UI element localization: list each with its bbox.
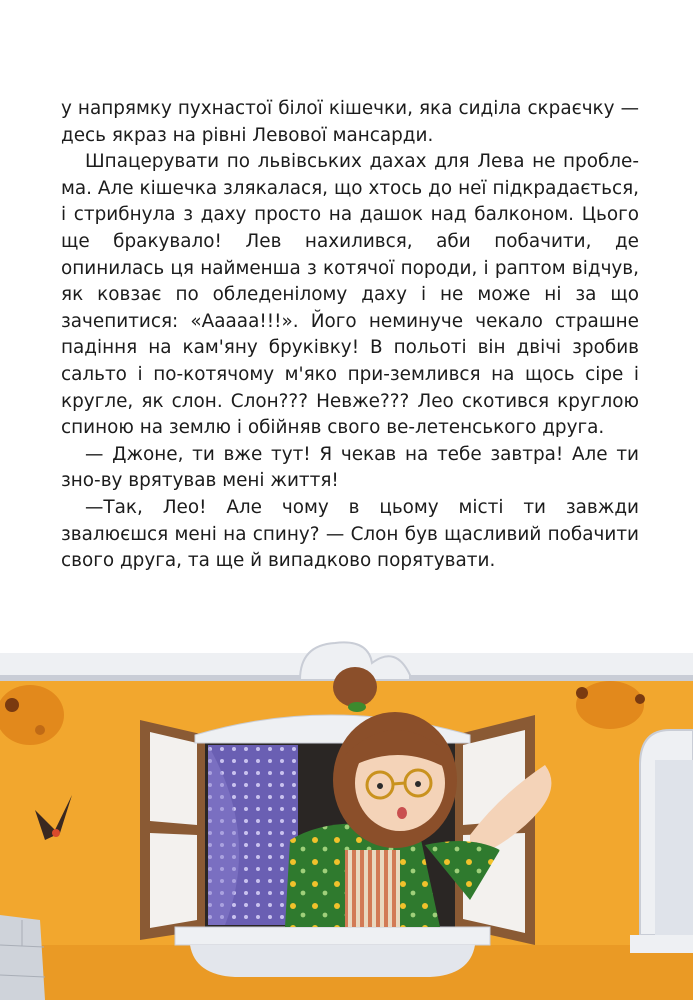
paragraph-1: у напрямку пухнастої білої кішечки, яка сиділа скраєчку — десь якраз на рівні Левової мансарди. (61, 98, 639, 146)
window-illustration (0, 635, 693, 1000)
paragraph-3: — Джоне, ти вже тут! Я чекав на тебе завтра! Але ти зно-ву врятував мені життя! (61, 443, 639, 492)
paragraph-4: —Так, Лео! Але чому в цьому місті ти завжди звалюєшся мені на спину? — Слон був щасливий побачити свого друга, та ще й випадково порятувати. (61, 496, 639, 572)
right-window (630, 730, 693, 953)
paragraph-2: Шпацерувати по львівських дахах для Лева не пробле-ма. Але кішечка злякалася, що хтось до неї підкрадається, і стрибнула з даху просто на дашок над балконом. Цього ще бракувало! Лев нахилився, аби побачити, де опинилась ця найменша з котячої породи, і раптом відчув, як ковзає по обледенілому даху і не може ні за що зачепитися: «Ааааа!!!». Його неминуче чекало страшне падіння на кам'яну бруківку! В польоті він двічі зробив сальто і по-котячому м'яко при-землився на щось сіре і кругле, як слон. Слон??? Невже??? Лео скотився круглою спиною на землю і обійняв свого ве-летенського друга. (61, 151, 639, 439)
stone-corner (0, 915, 45, 1000)
story-text (61, 96, 639, 575)
